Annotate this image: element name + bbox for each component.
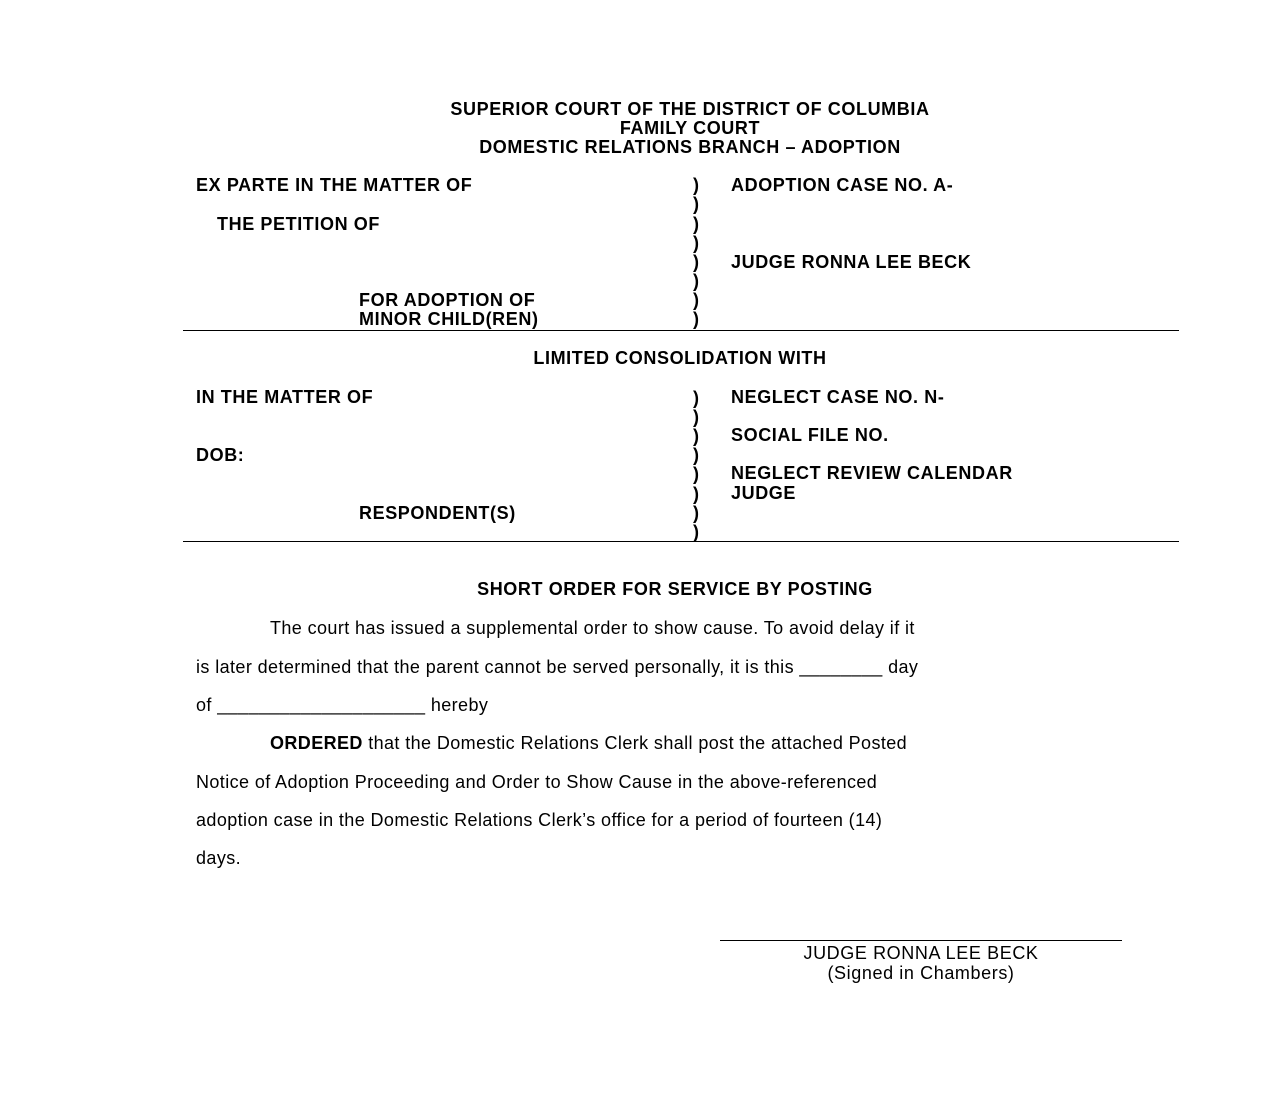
neglect-case-number: NEGLECT CASE NO. N- bbox=[731, 387, 945, 407]
court-division: FAMILY COURT bbox=[619, 118, 761, 138]
order-paragraph-line: Notice of Adoption Proceeding and Order to Show Cause in the above-referenced bbox=[196, 772, 878, 792]
caption-paren: ) bbox=[693, 214, 699, 234]
caption-paren: ) bbox=[693, 252, 699, 272]
caption-paren: ) bbox=[693, 407, 699, 427]
order-paragraph-line: is later determined that the parent cannot be served personally, it is this ________ day bbox=[196, 657, 919, 677]
ordered-keyword: ORDERED bbox=[270, 733, 363, 753]
caption-divider bbox=[183, 330, 1179, 331]
for-adoption-label: FOR ADOPTION OF bbox=[359, 290, 536, 310]
respondents-label: RESPONDENT(S) bbox=[359, 503, 516, 523]
signature-judge-name: JUDGE RONNA LEE BECK bbox=[803, 943, 1039, 963]
caption-paren: ) bbox=[693, 522, 699, 542]
dob-label: DOB: bbox=[196, 445, 245, 465]
caption-paren: ) bbox=[693, 194, 699, 214]
court-name: SUPERIOR COURT OF THE DISTRICT OF COLUMBIA bbox=[450, 99, 930, 119]
order-paragraph-line: adoption case in the Domestic Relations Clerk’s office for a period of fourteen (14) bbox=[196, 810, 883, 830]
caption-paren: ) bbox=[693, 271, 699, 291]
court-branch: DOMESTIC RELATIONS BRANCH – ADOPTION bbox=[479, 137, 901, 157]
ex-parte-label: EX PARTE IN THE MATTER OF bbox=[196, 175, 473, 195]
caption-paren: ) bbox=[693, 503, 699, 523]
order-paragraph-line: days. bbox=[196, 848, 242, 868]
in-the-matter-label: IN THE MATTER OF bbox=[196, 387, 374, 407]
caption-paren: ) bbox=[693, 309, 699, 329]
caption-paren: ) bbox=[693, 388, 699, 408]
ordered-paragraph-line bbox=[270, 733, 907, 754]
caption-paren: ) bbox=[693, 484, 699, 504]
order-paragraph-line: of ____________________ hereby bbox=[196, 695, 489, 715]
signature-note: (Signed in Chambers) bbox=[827, 963, 1015, 983]
adoption-judge: JUDGE RONNA LEE BECK bbox=[731, 252, 972, 272]
caption-paren: ) bbox=[693, 464, 699, 484]
caption-paren: ) bbox=[693, 290, 699, 310]
neglect-review-calendar: NEGLECT REVIEW CALENDAR bbox=[731, 463, 1013, 483]
caption-paren: ) bbox=[693, 175, 699, 195]
petition-of-label: THE PETITION OF bbox=[217, 214, 381, 234]
neglect-review-judge: JUDGE bbox=[731, 483, 797, 503]
caption-paren: ) bbox=[693, 426, 699, 446]
signature-line bbox=[720, 940, 1122, 941]
caption-paren: ) bbox=[693, 445, 699, 465]
consolidation-heading: LIMITED CONSOLIDATION WITH bbox=[533, 348, 827, 368]
social-file-number: SOCIAL FILE NO. bbox=[731, 425, 889, 445]
caption-divider bbox=[183, 541, 1179, 542]
order-title: SHORT ORDER FOR SERVICE BY POSTING bbox=[477, 579, 873, 599]
adoption-case-number: ADOPTION CASE NO. A- bbox=[731, 175, 954, 195]
minor-children-label: MINOR CHILD(REN) bbox=[359, 309, 539, 329]
caption-paren: ) bbox=[693, 233, 699, 253]
ordered-text: that the Domestic Relations Clerk shall post the attached Posted bbox=[362, 733, 908, 753]
order-paragraph-line: The court has issued a supplemental order to show cause. To avoid delay if it bbox=[270, 618, 915, 638]
